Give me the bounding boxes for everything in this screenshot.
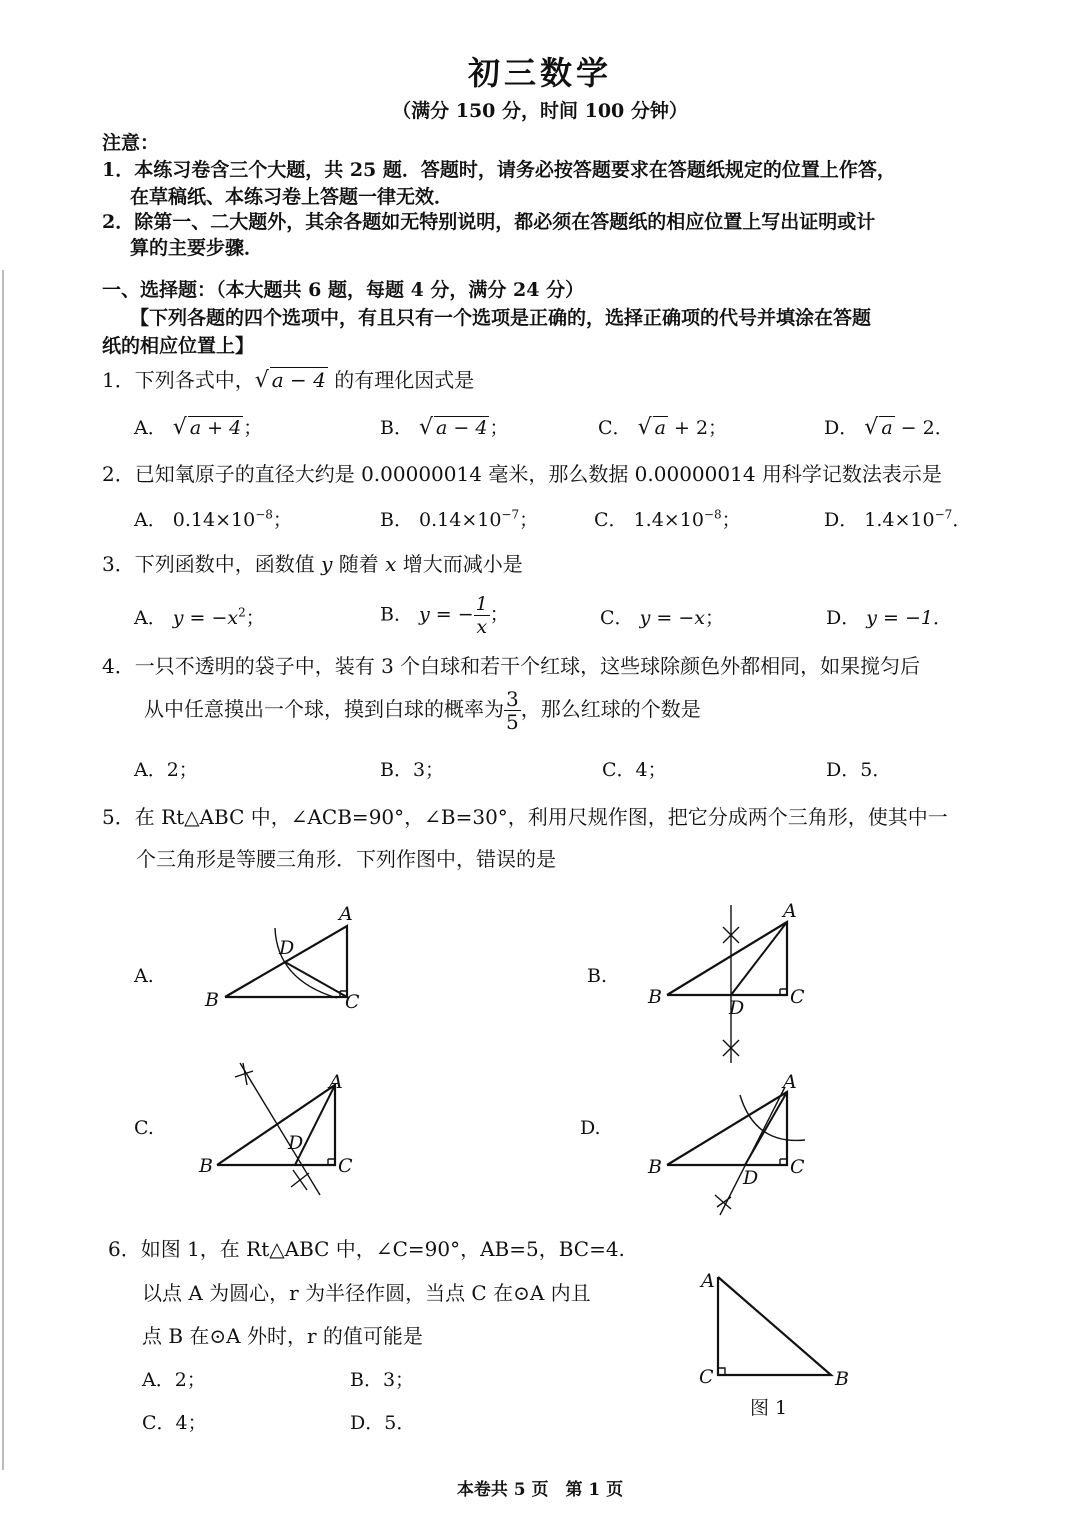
question-4-option-c[interactable]: C．4； <box>602 759 667 781</box>
question-6-option-b[interactable]: B．3； <box>350 1369 415 1391</box>
question-6-option-d[interactable]: D．5． <box>350 1412 416 1434</box>
notice-item-1-line-1: 1．本练习卷含三个大题，共 25 题．答题时，请务必按答题要求在答题纸规定的位置上作答， <box>102 159 896 181</box>
segment-ad <box>731 922 787 995</box>
section-1-instruction-line-1: 【下列各题的四个选项中，有且只有一个选项是正确的，选择正确项的代号并填涂在答题 <box>130 307 872 329</box>
construction-line <box>720 1087 785 1215</box>
question-5-line-2: 个三角形是等腰三角形．下列作图中，错误的是 <box>136 847 556 871</box>
question-3-option-b[interactable]: B． y = − $\frac{1}{x}$ ； <box>380 593 509 638</box>
question-2-stem: 2．已知氧原子的直径大约是 0.00000014 毫米，那么数据 0.00000014 用科学记数法表示是 <box>102 462 942 486</box>
label-a: A <box>701 1270 715 1292</box>
figure-5c <box>195 1055 375 1200</box>
triangle-abc <box>217 1085 335 1165</box>
question-3-stem: 3．下列函数中，函数值 y 随着 x 增大而减小是 <box>102 552 523 576</box>
triangle-abc <box>667 1092 787 1165</box>
label-a: A <box>783 1071 797 1093</box>
question-5-option-c[interactable]: C. <box>134 1117 154 1139</box>
question-4-option-a[interactable]: A．2； <box>134 759 198 781</box>
label-d: D <box>743 1167 759 1189</box>
figure-5d <box>645 1065 825 1220</box>
question-4-line-1: 4．一只不透明的袋子中，装有 3 个白球和若干个红球，这些球除颜色外都相同，如果搅匀后 <box>102 654 921 678</box>
question-1-stem: 1．下列各式中，√ a − 4 的有理化因式是 <box>102 368 475 393</box>
question-2-option-d[interactable]: D． $1.4\times 10^{-7}$． <box>824 507 972 531</box>
triangle-abc <box>718 1277 831 1375</box>
question-2-option-c[interactable]: C． $1.4\times 10^{-8}$； <box>594 507 741 531</box>
notice-item-2-line-1: 2．除第一、二大题外，其余各题如无特别说明，都必须在答题纸的相应位置上写出证明或计 <box>102 211 876 233</box>
angle-bisector-line <box>240 1063 320 1195</box>
section-1-heading: 一、选择题：（本大题共 6 题，每题 4 分，满分 24 分） <box>102 279 585 301</box>
label-b: B <box>205 989 219 1011</box>
label-c: C <box>790 1156 805 1178</box>
label-b: B <box>199 1155 213 1177</box>
label-b: B <box>648 1156 662 1178</box>
page-title: 初三数学 <box>467 54 612 92</box>
arc-mark-top <box>235 1063 253 1085</box>
segment-dc <box>285 962 347 997</box>
question-6-line-2: 以点 A 为圆心，r 为半径作圆，当点 C 在⊙A 内且 <box>142 1281 591 1305</box>
question-6-option-a[interactable]: A．2； <box>142 1369 206 1391</box>
label-c: C <box>345 991 360 1013</box>
question-3-option-a[interactable]: A． $y = -x^2$； <box>134 605 265 629</box>
question-5-option-d[interactable]: D. <box>580 1117 601 1139</box>
label-c: C <box>790 986 805 1008</box>
figure-1 <box>695 1265 865 1395</box>
question-4-line-2: 从中任意摸出一个球，摸到白球的概率为 $\frac{3}{5}$ ，那么红球的个数是 <box>144 687 701 734</box>
question-1-option-a[interactable]: A． √ a + 4 ； <box>134 415 263 440</box>
notice-label: 注意： <box>102 132 160 154</box>
label-c: C <box>699 1366 714 1388</box>
notice-item-1-line-2: 在草稿纸、本练习卷上答题一律无效． <box>130 186 454 208</box>
label-a: A <box>783 900 797 922</box>
question-5-option-b[interactable]: B. <box>587 965 608 987</box>
label-b: B <box>835 1368 849 1390</box>
question-2-option-b[interactable]: B． $0.14\times 10^{-7}$； <box>380 507 539 531</box>
question-6-line-1: 6．如图 1，在 Rt△ABC 中，∠C=90°，AB=5，BC=4. <box>108 1237 625 1261</box>
label-a: A <box>339 903 353 925</box>
notice-item-2-line-2: 算的主要步骤． <box>130 237 264 259</box>
question-6-line-3: 点 B 在⊙A 外时，r 的值可能是 <box>142 1324 423 1348</box>
question-1-option-d[interactable]: D． √ a − 2． <box>824 415 954 440</box>
question-4-option-d[interactable]: D．5． <box>826 759 892 781</box>
figure-1-caption: 图 1 <box>750 1397 788 1419</box>
question-4-option-b[interactable]: B．3； <box>380 759 445 781</box>
label-c: C <box>338 1155 353 1177</box>
question-1-option-c[interactable]: C． √ a + 2； <box>598 415 728 440</box>
scan-edge-line <box>2 270 4 1470</box>
question-5-line-1: 5．在 Rt△ABC 中，∠ACB=90°，∠B=30°，利用尺规作图，把它分成两个三角形，使其中一 <box>102 805 948 829</box>
question-2-option-a[interactable]: A． $0.14\times 10^{-8}$； <box>134 507 292 531</box>
label-b: B <box>648 986 662 1008</box>
section-1-instruction-line-2: 纸的相应位置上】 <box>102 335 255 357</box>
label-d: D <box>288 1132 304 1154</box>
page-footer: 本卷共 5 页 第 1 页 <box>456 1480 624 1500</box>
label-a: A <box>329 1071 343 1093</box>
label-d: D <box>729 997 745 1019</box>
question-1-option-b[interactable]: B． √ a − 4 ； <box>380 415 509 440</box>
label-d: D <box>279 937 295 959</box>
question-3-option-c[interactable]: C． y = −x； <box>600 607 724 629</box>
figure-5b <box>645 895 825 1070</box>
question-5-option-a[interactable]: A. <box>134 965 154 987</box>
question-3-option-d[interactable]: D． y = −1． <box>826 607 953 629</box>
question-6-option-c[interactable]: C．4； <box>142 1412 207 1434</box>
triangle-abc <box>667 922 787 995</box>
figure-5a <box>195 900 375 1015</box>
page-subtitle: （满分 150 分，时间 100 分钟） <box>392 100 688 122</box>
